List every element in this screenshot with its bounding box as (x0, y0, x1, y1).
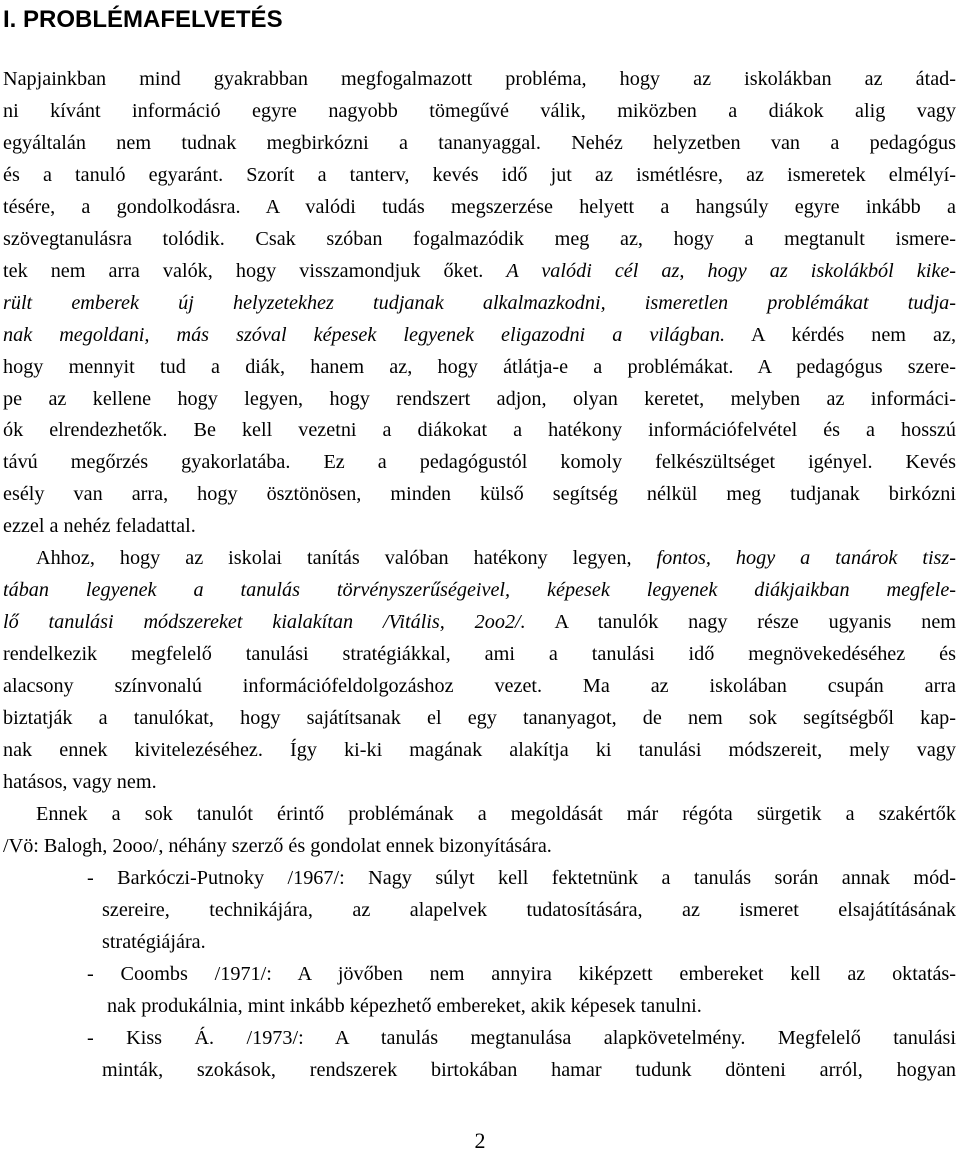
section-heading: I. PROBLÉMAFELVETÉS (3, 6, 283, 33)
text-segment: A tanulók nagy része ugyanis nem (525, 611, 956, 634)
text-line: alacsony színvonalú információfeldolgozáshoz vezet. Ma az iskolában csupán arra (3, 675, 956, 698)
text-line: hatásos, vagy nem. (3, 770, 157, 793)
list-item-continuation: nak produkálnia, mint inkább képezhető embereket, akik képesek tanulni. (107, 994, 702, 1017)
list-item: - Kiss Á. /1973/: A tanulás megtanulása alapkövetelmény. Megfelelő tanulási (87, 1026, 956, 1049)
italic-segment: fontos, hogy a tanárok tisz- (656, 547, 956, 570)
text-line: Napjainkban mind gyakrabban megfogalmazott probléma, hogy az iskolákban az átad- (3, 68, 956, 90)
text-line: távú megőrzés gyakorlatába. Ez a pedagógustól komoly felkészültséget igényel. Kevés (3, 451, 956, 474)
text-line: nak ennek kivitelezéséhez. Így ki-ki magának alakítja ki tanulási módszereit, mely vagy (3, 739, 956, 762)
text-line (3, 543, 956, 575)
italic-segment: nak megoldani, más szóval képesek legyenek eligazodni a világban. (3, 323, 726, 346)
text-line (3, 320, 956, 352)
page-number: 2 (474, 1128, 486, 1153)
text-line: ezzel a nehéz feladattal. (3, 515, 196, 538)
text-line: Ennek a sok tanulót érintő problémának a megoldását már régóta sürgetik a szakértők (36, 802, 956, 825)
text-line: rendelkezik megfelelő tanulási stratégiákkal, ami a tanulási idő megnövekedéséhez és (3, 643, 956, 666)
text-line: tésére, a gondolkodásra. A valódi tudás megszerzése helyett a hangsúly egyre inkább a (3, 195, 956, 218)
text-line: /Vö: Balogh, 2ooo/, néhány szerző és gondolat ennek bizonyítására. (3, 834, 552, 857)
text-line: szövegtanulásra tolódik. Csak szóban fogalmazódik meg az, hogy a megtanult ismere- (3, 227, 956, 250)
text-segment: A kérdés nem az, (725, 323, 956, 346)
italic-segment: A valódi cél az, hogy az iskolákból kike- (506, 259, 956, 282)
italic-segment: lő tanulási módszereket kialakítan /Vitális, 2oo2/. (3, 611, 526, 634)
text-segment: Ahhoz, hogy az iskolai tanítás valóban hatékony legyen, (36, 547, 657, 570)
list-item: - Barkóczi-Putnoky /1967/: Nagy súlyt kell fektetnünk a tanulás során annak mód- (87, 866, 956, 889)
text-line (3, 607, 956, 639)
text-line: pe az kellene hogy legyen, hogy rendszert adjon, olyan keretet, melyben az informáci- (3, 387, 956, 410)
list-item-continuation: szereire, technikájára, az alapelvek tudatosítására, az ismeret elsajátításának (102, 898, 956, 921)
text-segment: tek nem arra valók, hogy visszamondjuk őket. (3, 259, 484, 282)
list-item: - Coombs /1971/: A jövőben nem annyira kiképzett embereket kell az oktatás- (87, 962, 956, 985)
body-text (3, 64, 956, 1087)
text-line: esély van arra, hogy ösztönösen, minden külső segítség nélkül meg tudjanak birkózni (3, 483, 956, 506)
list-item-continuation: minták, szokások, rendszerek birtokában hamar tudunk dönteni arról, hogyan (102, 1058, 956, 1081)
text-line: rült emberek új helyzetekhez tudjanak alkalmazkodni, ismeretlen problémákat tudja- (3, 291, 956, 314)
text-line: tában legyenek a tanulás törvényszerűségeivel, képesek legyenek diákjaikban megfele- (3, 579, 956, 602)
text-line: ni kívánt információ egyre nagyobb tömegűvé válik, miközben a diákok alig vagy (3, 99, 956, 122)
text-line: hogy mennyit tud a diák, hanem az, hogy átlátja-e a problémákat. A pedagógus szere- (3, 355, 956, 378)
list-item-continuation: stratégiájára. (102, 930, 206, 953)
text-line: biztatják a tanulókat, hogy sajátítsanak el egy tananyagot, de nem sok segítségből kap- (3, 707, 956, 730)
text-line: ók elrendezhetők. Be kell vezetni a diákokat a hatékony információfelvétel és a hosszú (3, 419, 956, 442)
text-line (3, 256, 956, 288)
text-line: és a tanuló egyaránt. Szorít a tanterv, kevés idő jut az ismétlésre, az ismeretek elmélyí- (3, 163, 956, 186)
text-line: egyáltalán nem tudnak megbirkózni a tananyaggal. Nehéz helyzetben van a pedagógus (3, 131, 956, 154)
